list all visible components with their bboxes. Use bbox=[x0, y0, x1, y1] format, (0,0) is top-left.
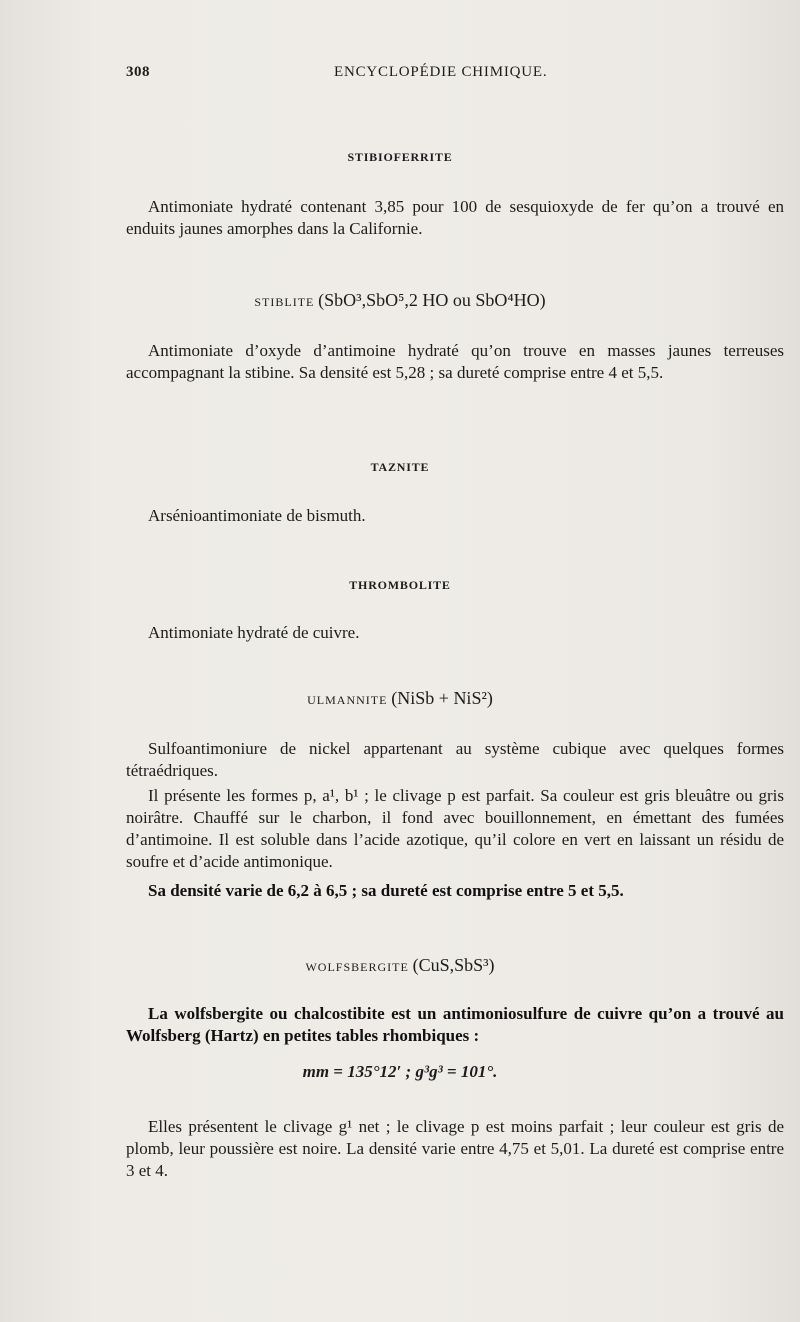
section-title-ulmannite: ULMANNITE bbox=[307, 693, 388, 707]
section-heading-wolfsbergite bbox=[0, 955, 800, 976]
stibioferrite-paragraph: Antimoniate hydraté contenant 3,85 pour 100 de sesquioxyde de fer qu’on a trouvé en enduits jaunes amorphes dans la Californie. bbox=[126, 197, 784, 238]
ulmannite-paragraph-1: Sulfoantimoniure de nickel appartenant au système cubique avec quelques formes tétraédriques. bbox=[126, 739, 784, 780]
ulmannite-formula: (NiSb + NiS²) bbox=[391, 688, 493, 708]
page-header bbox=[126, 64, 784, 88]
wolfsbergite-formula: (CuS,SbS³) bbox=[412, 955, 495, 975]
ulmannite-paragraph-2: Il présente les formes p, a¹, b¹ ; le clivage p est parfait. Sa couleur est gris bleuâtre ou gris noirâtre. Chauffé sur le charbon, il fond avec bouillonnement, en émettant des fumées d’antimoine. Il est soluble dans l’acide azotique, qu’il colore en vert en laissant un résidu de soufre et d’acide antimonique. bbox=[126, 786, 784, 871]
section-title-wolfsbergite: WOLFSBERGITE bbox=[305, 960, 409, 974]
section-title-stiblite: STIBLITE bbox=[254, 295, 315, 309]
wolfsbergite-paragraph-2: Elles présentent le clivage g¹ net ; le clivage p est moins parfait ; leur couleur est gris de plomb, leur poussière est noire. La densité varie entre 4,75 et 5,01. La dureté est comprise entre 3 et 4. bbox=[126, 1117, 784, 1180]
ulmannite-paragraph-3: Sa densité varie de 6,2 à 6,5 ; sa dureté est comprise entre 5 et 5,5. bbox=[148, 881, 624, 900]
running-title: ENCYCLOPÉDIE CHIMIQUE. bbox=[334, 64, 548, 80]
stiblite-paragraph: Antimoniate d’oxyde d’antimoine hydraté qu’on trouve en masses jaunes terreuses accompagnant la stibine. Sa densité est 5,28 ; sa dureté comprise entre 4 et 5,5. bbox=[126, 341, 784, 382]
wolfsbergite-angle-formula: mm = 135°12′ ; g³g³ = 101°. bbox=[302, 1062, 498, 1081]
section-title-taznite: TAZNITE bbox=[370, 460, 430, 474]
section-heading-stiblite bbox=[0, 290, 800, 311]
thrombolite-paragraph: Antimoniate hydraté de cuivre. bbox=[148, 623, 360, 642]
stiblite-formula: (SbO³,SbO⁵,2 HO ou SbO⁴HO) bbox=[318, 290, 546, 310]
wolfsbergite-paragraph-1: La wolfsbergite ou chalcostibite est un antimoniosulfure de cuivre qu’on a trouvé au Wolfsberg (Hartz) en petites tables rhombiques : bbox=[126, 1004, 784, 1045]
section-title-thrombolite: THROMBOLITE bbox=[349, 578, 451, 592]
page-number: 308 bbox=[126, 64, 150, 80]
section-heading-ulmannite bbox=[0, 688, 800, 709]
section-title-stibioferrite: STIBIOFERRITE bbox=[347, 150, 453, 164]
taznite-paragraph: Arsénioantimoniate de bismuth. bbox=[148, 506, 366, 525]
